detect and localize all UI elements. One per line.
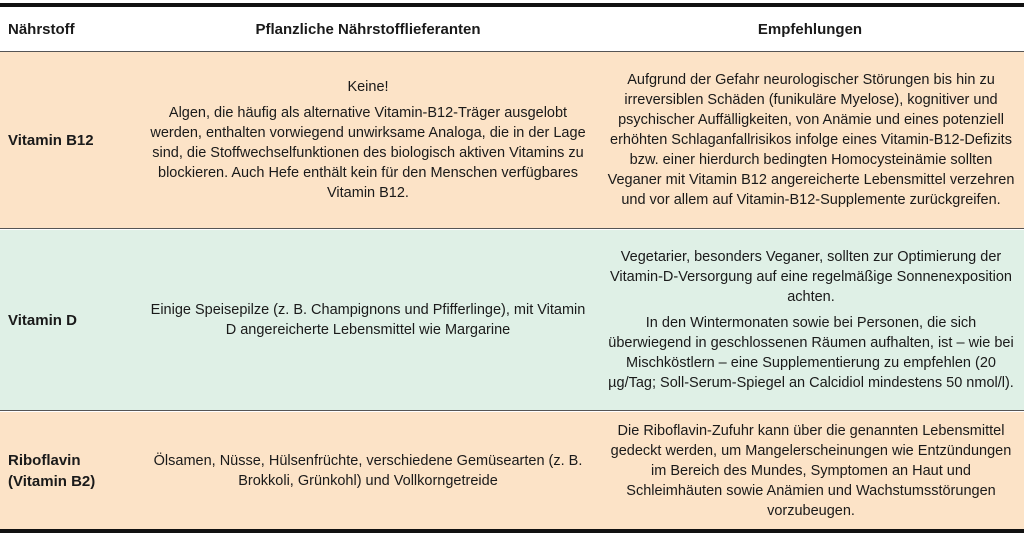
nutrient-cell (8, 412, 136, 529)
nutrient-name: Riboflavin (Vitamin B2) (8, 451, 96, 490)
header-nutrient: Nährstoff (8, 21, 75, 38)
nutrient-cell (8, 52, 136, 228)
table-row (0, 52, 1024, 229)
nutrient-name: Vitamin D (8, 311, 77, 329)
recommendations-cell (606, 230, 1016, 410)
nutrient-name: Vitamin B12 (8, 131, 94, 149)
table-row (0, 412, 1024, 529)
recommendations-cell (606, 412, 1016, 529)
recommendations-text: Die Riboflavin-Zufuhr kann über die genannten Lebensmittel gedeckt werden, um Mangelerscheinungen wie Entzündungen im Bereich des Mundes, Symptomen an Haut und Schleimhäuten sowie Anämien und Wachstumsstörungen vorzubeugen. (610, 422, 1012, 519)
recommendations-cell (606, 52, 1016, 228)
table-bottom-rule (0, 529, 1024, 533)
header-recommendations: Empfehlungen (757, 21, 863, 38)
recommendations-text: In den Wintermonaten sowie bei Personen, die sich überwiegend in geschlossenen Räumen aufhalten, ist – wie bei Mischköstlern – eine Supplementierung zu empfehlen (20 µg/Tag; Soll-Serum-Spiegel an Calcidiol mindestens 50 nmol/l). (608, 315, 1014, 391)
header-plant-sources: Pflanzliche Nährstofflieferanten (255, 21, 481, 38)
sources-text: Ölsamen, Nüsse, Hülsenfrüchte, verschiedene Gemüsearten (z. B. Brokkoli, Grünkohl) und Vollkorngetreide (153, 452, 583, 489)
sources-cell (150, 230, 586, 410)
sources-text: Keine! (347, 79, 389, 95)
recommendations-text: Aufgrund der Gefahr neurologischer Störungen bis hin zu irreversiblen Schäden (funikuläre Myelose), kognitiver und psychischer Auffälligkeiten, von Anämie und eines potenziell erhöhten Schlaganfallrisikos infolge eines Vitamin-B12-Defizits bzw. einer hierdurch bedingten Homocysteinämie sollten Veganer mit Vitamin B12 angereicherte Lebensmittel verzehren und vor allem auf Vitamin-B12-Supplemente zurückgreifen. (607, 72, 1015, 208)
sources-cell (150, 412, 586, 529)
sources-cell (150, 52, 586, 228)
recommendations-text: Vegetarier, besonders Veganer, sollten zur Optimierung der Vitamin-D-Versorgung auf eine regelmäßige Sonnenexposition achten. (610, 249, 1012, 305)
sources-text: Einige Speisepilze (z. B. Champignons und Pfifferlinge), mit Vitamin D angereicherte Lebensmittel wie Margarine (150, 302, 586, 338)
nutrient-cell (8, 230, 136, 410)
sources-text: Algen, die häufig als alternative Vitamin-B12-Träger ausgelobt werden, enthalten vorwiegend unwirksame Analoga, die in der Lage sind, die Stoffwechselfunktionen des biologisch aktiven Vitamins zu blockieren. Auch Hefe enthält kein für den Menschen verfügbares Vitamin B12. (150, 105, 586, 201)
table-row (0, 230, 1024, 411)
table-header (0, 7, 1024, 52)
